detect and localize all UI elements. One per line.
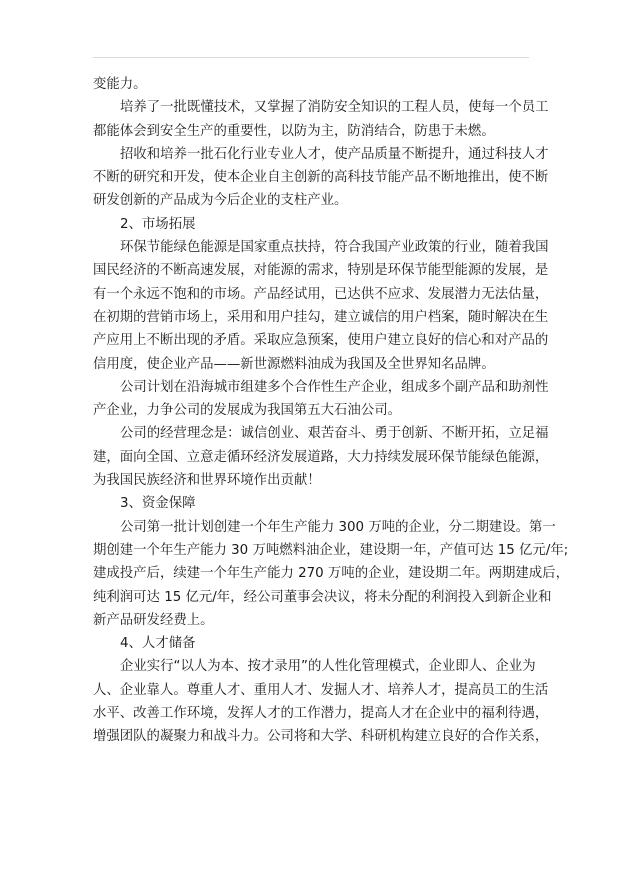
text-line-2: 培养了一批既懂技术，又掌握了消防安全知识的工程人员，使每一个员工 bbox=[120, 100, 549, 116]
text-line-8: 环保节能绿色能源是国家重点扶持，符合我国产业政策的行业，随着我国 bbox=[120, 240, 549, 256]
text-line-20: 公司第一批计划创建一个年生产能力 300 万吨的企业，分二期建设。第一 bbox=[120, 519, 556, 535]
section-heading-talent: 4、人才储备 bbox=[120, 636, 196, 652]
text-line-11: 在初期的营销市场上，采用和用户挂勾，建立诚信的用户档案，随时解决在生 bbox=[93, 309, 549, 325]
text-line-13: 信用度，使企业产品——新世源燃料油成为我国及全世界知名品牌。 bbox=[93, 356, 495, 372]
text-line-22: 建成投产后，续建一个年生产能力 270 万吨的企业，建设期二年。两期建成后， bbox=[93, 566, 569, 582]
text-line-29: 增强团队的凝聚力和战斗力。公司将和大学、科研机构建立良好的合作关系， bbox=[93, 729, 549, 745]
document-body bbox=[93, 73, 569, 749]
text-line-15: 产企业，力争公司的发展成为我国第五大石油公司。 bbox=[93, 403, 401, 419]
text-line-28: 水平、改善工作环境，发挥人才的工作潜力，提高人才在企业中的福利待遇， bbox=[93, 706, 549, 722]
text-line-18: 为我国民族经济和世界环境作出贡献！ bbox=[93, 473, 321, 489]
text-line-24: 新产品研发经费上。 bbox=[93, 612, 214, 628]
section-heading-funding: 3、资金保障 bbox=[120, 496, 196, 512]
text-line-27: 人、企业靠人。尊重人才、重用人才、发掘人才、培养人才，提高员工的生活 bbox=[93, 682, 549, 698]
text-line-4: 招收和培养一批石化行业专业人才，使产品质量不断提升，通过科技人才 bbox=[120, 146, 549, 162]
text-line-16: 公司的经营理念是：诚信创业、艰苦奋斗、勇于创新、不断开拓，立足福 bbox=[120, 426, 549, 442]
text-line-23: 纯利润可达 15 亿元/年，经公司董事会决议，将未分配的利润投入到新企业和 bbox=[93, 589, 552, 605]
header-rule bbox=[93, 57, 529, 58]
text-line-14: 公司计划在沿海城市组建多个合作性生产企业，组成多个副产品和助剂性 bbox=[120, 379, 549, 395]
text-line-26: 企业实行“以人为本、按才录用”的人性化管理模式，企业即人、企业为 bbox=[120, 659, 536, 675]
text-line-5: 不断的研究和开发，使本企业自主创新的高科技节能产品不断地推出，使不断 bbox=[93, 170, 549, 186]
text-line-21: 期创建一个年生产能力 30 万吨燃料油企业，建设期一年，产值可达 15 亿元/年; bbox=[93, 542, 569, 558]
section-heading-market: 2、市场拓展 bbox=[120, 216, 196, 232]
text-line-3: 都能体会到安全生产的重要性，以防为主，防消结合，防患于未燃。 bbox=[93, 123, 495, 139]
text-line-12: 产应用上不断出现的矛盾。采取应急预案，使用户建立良好的信心和对产品的 bbox=[93, 333, 549, 349]
text-line-1: 变能力。 bbox=[93, 77, 147, 92]
text-line-17: 建，面向全国、立意走循环经济发展道路，大力持续发展环保节能绿色能源， bbox=[93, 449, 549, 465]
text-line-9: 国民经济的不断高速发展，对能源的需求，特别是环保节能型能源的发展，是 bbox=[93, 263, 549, 279]
text-line-10: 有一个永远不饱和的市场。产品经试用，已达供不应求、发展潜力无法估量， bbox=[93, 286, 549, 302]
text-line-6: 研发创新的产品成为今后企业的支柱产业。 bbox=[93, 193, 348, 209]
